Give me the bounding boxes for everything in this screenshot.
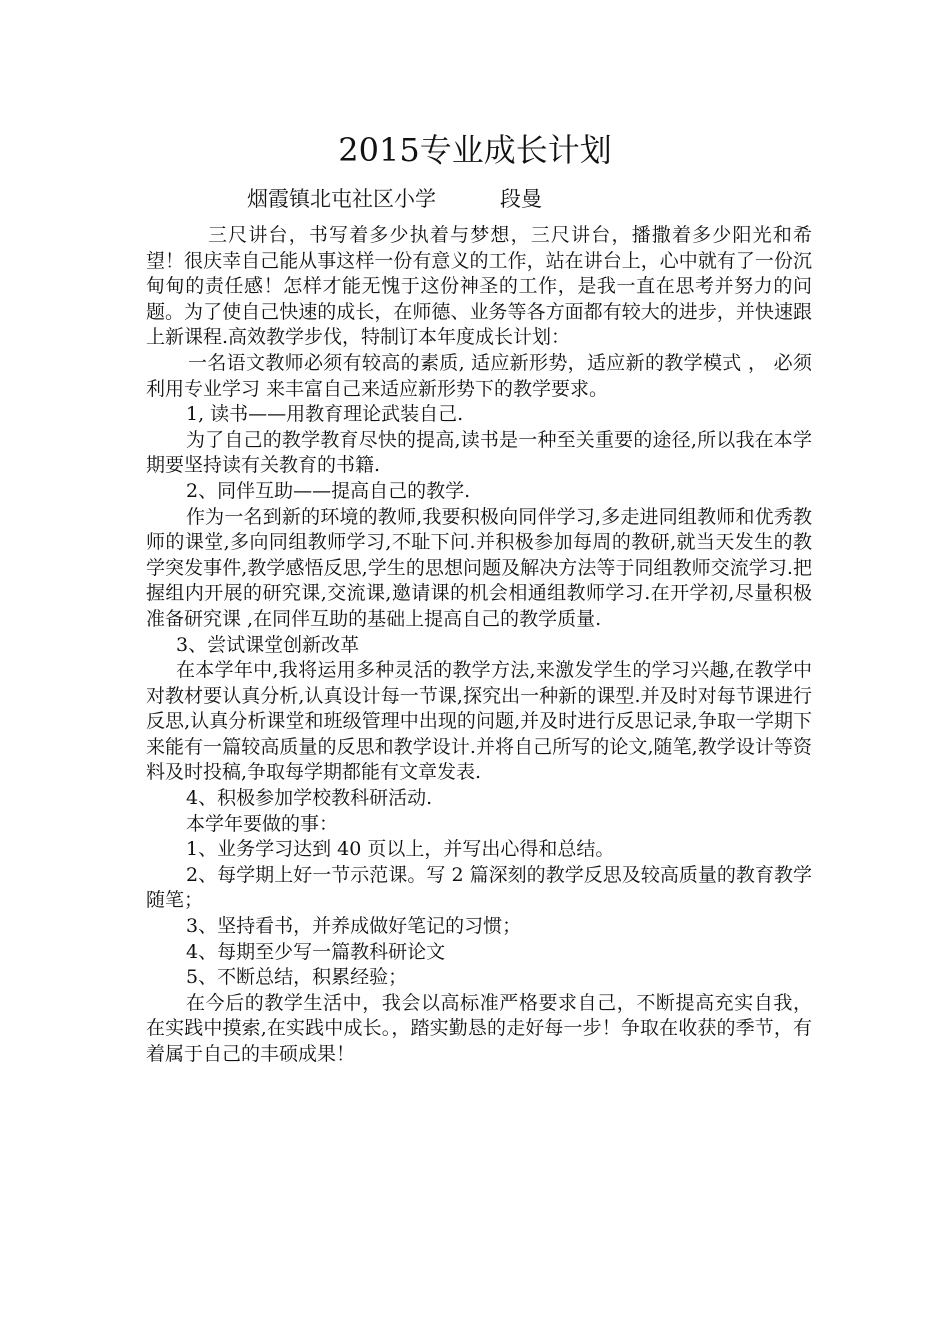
paragraph-intro: 三尺讲台，书写着多少执着与梦想，三尺讲台，播撒着多少阳光和希望！很庆幸自己能从事这样一份有意义的工作，站在讲台上，心中就有了一份沉甸甸的责任感！怎样才能无愧于这份神圣的工作，是我一直在思考并努力的问题。为了使自己快速的成长，在师德、业务等各方面都有较大的进步，并快速跟上新课程.高效教学步伐，特制订本年度成长计划： [146,224,812,349]
author-name: 段曼 [500,187,542,211]
paragraph-peer-support: 作为一名到新的环境的教师,我要积极向同伴学习,多走进同组教师和优秀教师的课堂,多向同组教师学习,不耻下问.并积极参加每周的教研,就当天发生的教学突发事件,教学感悟反思,学生的思想问题及解决方法等于同组教师交流学习.把握组内开展的研究课,交流课,邀请课的机会相通组教师学习.在开学初,尽量积极准备研究课 ,在同伴互助的基础上提高自己的教学质量. [146,505,812,630]
heading-research: 4、积极参加学校教科研活动. [186,787,433,810]
paragraph-reading: 为了自己的教学教育尽快的提高,读书是一种至关重要的途径,所以我在本学期要坚持读有关教育的书籍. [146,428,812,477]
author-line [247,184,542,214]
task-item-1: 1、业务学习达到 40 页以上，并写出心得和总结。 [186,838,615,861]
heading-peer-support: 2、同伴互助——提高自己的教学. [186,479,471,502]
heading-tasks: 本学年要做的事： [186,812,339,835]
document-title: 2015专业成长计划 [338,131,612,169]
task-item-4: 4、每期至少写一篇教科研论文 [186,940,446,963]
paragraph-conclusion: 在今后的教学生活中，我会以高标准严格要求自己，不断提高充实自我，在实践中摸索,在实践中成长。，踏实勤恳的走好每一步！争取在收获的季节，有着属于自己的丰硕成果！ [146,991,812,1065]
document-body [146,223,812,1068]
heading-classroom-innovation: 3、尝试课堂创新改革 [176,633,360,656]
school-name: 烟霞镇北屯社区小学 [247,187,436,211]
task-item-5: 5、不断总结，积累经验； [186,966,408,989]
task-item-2: 2、每学期上好一节示范课。写 2 篇深刻的教学反思及较高质量的教育教学随笔； [146,863,812,912]
paragraph-requirement: 一名语文教师必须有较高的素质, 适应新形势，适应新的教学模式 ， 必须利用专业学习 来丰富自己来适应新形势下的教学要求。 [146,351,812,400]
heading-reading: 1, 读书——用教育理论武装自己. [186,403,464,426]
task-item-3: 3、坚持看书，并养成做好笔记的习惯； [186,915,522,938]
paragraph-classroom-innovation: 在本学年中,我将运用多种灵活的教学方法,来激发学生的学习兴趣,在教学中对教材要认真分析,认真设计每一节课,探究出一种新的课型.并及时对每节课进行反思,认真分析课堂和班级管理中出现的问题,并及时进行反思记录,争取一学期下来能有一篇较高质量的反思和教学设计.并将自己所写的论文,随笔,教学设计等资料及时投稿,争取每学期都能有文章发表. [146,659,812,784]
